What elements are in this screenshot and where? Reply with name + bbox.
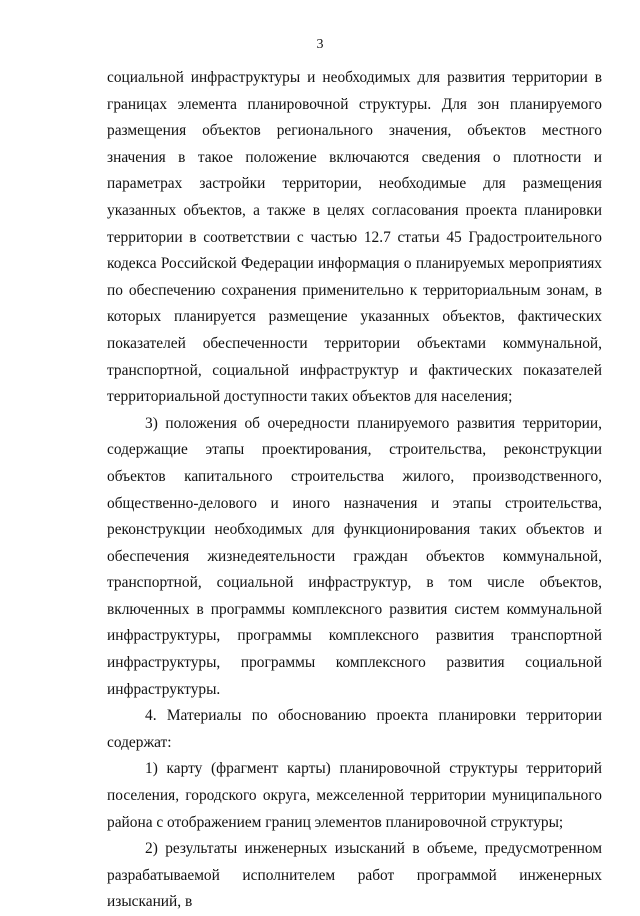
paragraph-item-3: 3) положения об очередности планируемого развития территории, содержащие этапы проектирования, строительства, реконструкции объектов капитального строительства жилого, производственного, общественно-делового и иного назначения и этапы строительства, реконструкции необходимых для функционирования таких объектов и обеспечения жизнедеятельности граждан объектов коммунальной, транспортной, социальной инфраструктур, в том числе объектов, включенных в программы комплексного развития систем коммунальной инфраструктуры, программы комплексного развития транспортной инфраструктуры, программы комплексного развития социальной инфраструктуры. bbox=[107, 414, 602, 698]
document-body bbox=[107, 65, 602, 916]
paragraph-subitem-2: 2) результаты инженерных изысканий в объеме, предусмотренном разрабатываемой исполнителем работ программой инженерных изысканий, в bbox=[107, 840, 602, 911]
paragraph-continuation: социальной инфраструктуры и необходимых для развития территории в границах элемента планировочной структуры. Для зон планируемого размещения объектов регионального значения, объектов местного значения в такое положение включаются сведения о плотности и параметрах застройки территории, необходимые для размещения указанных объектов, а также в целях согласования проекта планировки территории в соответствии с частью 12.7 статьи 45 Градостроительного кодекса Российской Федерации информация о планируемых мероприятиях по обеспечению сохранения применительно к территориальным зонам, в которых планируется размещение указанных объектов, фактических показателей обеспеченности территории объектами коммунальной, транспортной, социальной инфраструктур и фактических показателей территориальной доступности таких объектов для населения; bbox=[107, 69, 602, 406]
page-number: 3 bbox=[316, 37, 324, 52]
paragraph-subitem-1: 1) карту (фрагмент карты) планировочной структуры территорий поселения, городского округа, межселенной территории муниципального района с отображением границ элементов планировочной структуры; bbox=[107, 760, 602, 831]
paragraph-section-4: 4. Материалы по обоснованию проекта планировки территории содержат: bbox=[107, 707, 602, 751]
